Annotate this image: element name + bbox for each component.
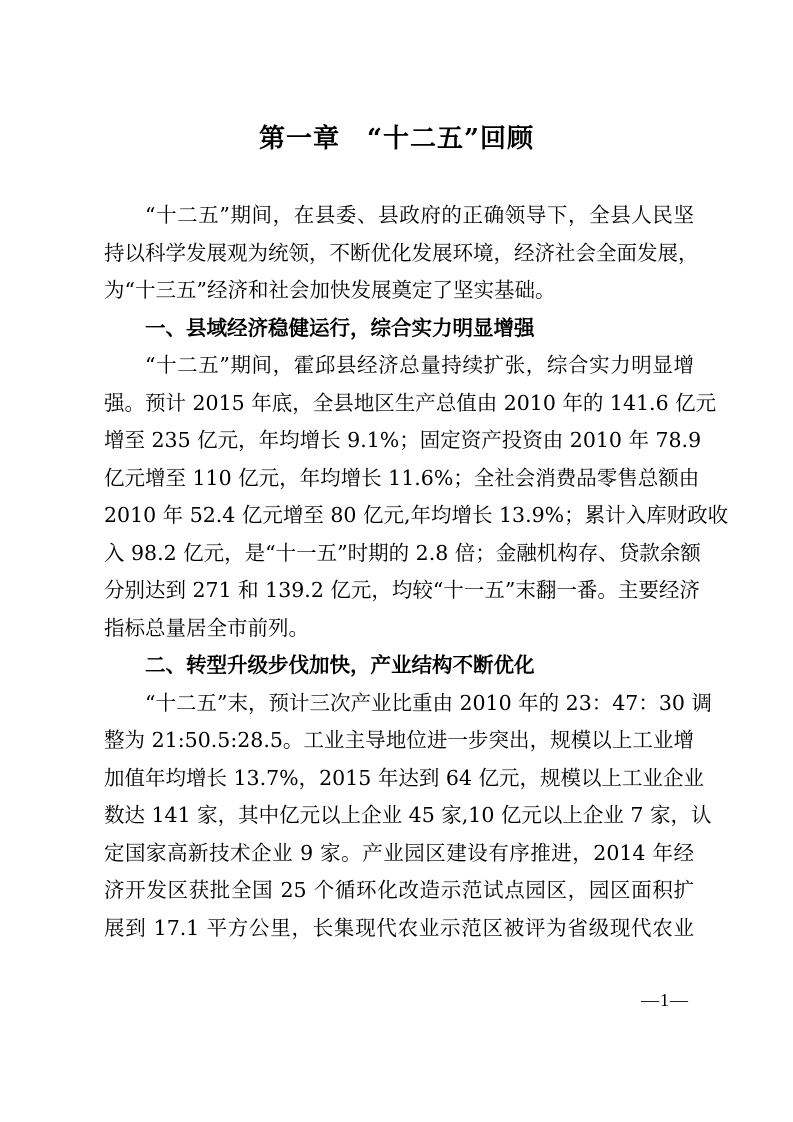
page-number: —1— xyxy=(641,990,689,1010)
text-line: 为“十三五”经济和社会加快发展奠定了坚实基础。 xyxy=(104,278,556,302)
text-line: 强。预计 2015 年底，全县地区生产总值由 2010 年的 141.6 亿元 xyxy=(104,390,717,415)
section-heading-1: 一、县域经济稳健运行，综合实力明显增强 xyxy=(145,315,535,340)
text-line: 亿元增至 110 亿元，年均增长 11.6%；全社会消费品零售总额由 xyxy=(104,465,700,490)
text-line: 分别达到 271 和 139.2 亿元，均较“十一五”末翻一番。主要经济 xyxy=(104,578,700,602)
text-line: 2010 年 52.4 亿元增至 80 亿元,年均增长 13.9%；累计入库财政收 xyxy=(104,503,729,527)
text-line: 定国家高新技术企业 9 家。产业园区建设有序推进，2014 年经 xyxy=(104,840,694,865)
text-line: 增至 235 亿元，年均增长 9.1%；固定资产投资由 2010 年 78.9 xyxy=(104,428,702,452)
section-heading-2: 二、转型升级步伐加快，产业结构不断优化 xyxy=(145,653,535,677)
text-line: 整为 21:50.5:28.5。工业主导地位进一步突出，规模以上工业增 xyxy=(104,728,694,752)
text-line: “十二五”期间，在县委、县政府的正确领导下，全县人民坚 xyxy=(145,203,694,227)
text-line: 数达 141 家，其中亿元以上企业 45 家,10 亿元以上企业 7 家，认 xyxy=(104,803,712,827)
text-line: 指标总量居全市前列。 xyxy=(104,615,309,640)
text-line: 展到 17.1 平方公里，长集现代农业示范区被评为省级现代农业 xyxy=(104,915,694,940)
text-line: 持以科学发展观为统领，不断优化发展环境，经济社会全面发展， xyxy=(104,240,699,265)
text-line: 入 98.2 亿元，是“十一五”时期的 2.8 倍；金融机构存、贷款余额 xyxy=(104,540,701,565)
body-text xyxy=(104,197,729,947)
text-line: 加值年均增长 13.7%，2015 年达到 64 亿元，规模以上工业企业 xyxy=(104,765,704,790)
text-line: 济开发区获批全国 25 个循环化改造示范试点园区，园区面积扩 xyxy=(104,878,694,902)
text-line: “十二五”期间，霍邱县经济总量持续扩张，综合实力明显增 xyxy=(145,353,694,377)
text-line: “十二五”末，预计三次产业比重由 2010 年的 23：47：30 调 xyxy=(145,690,712,715)
chapter-title: 第一章 “十二五”回顾 xyxy=(259,124,534,154)
